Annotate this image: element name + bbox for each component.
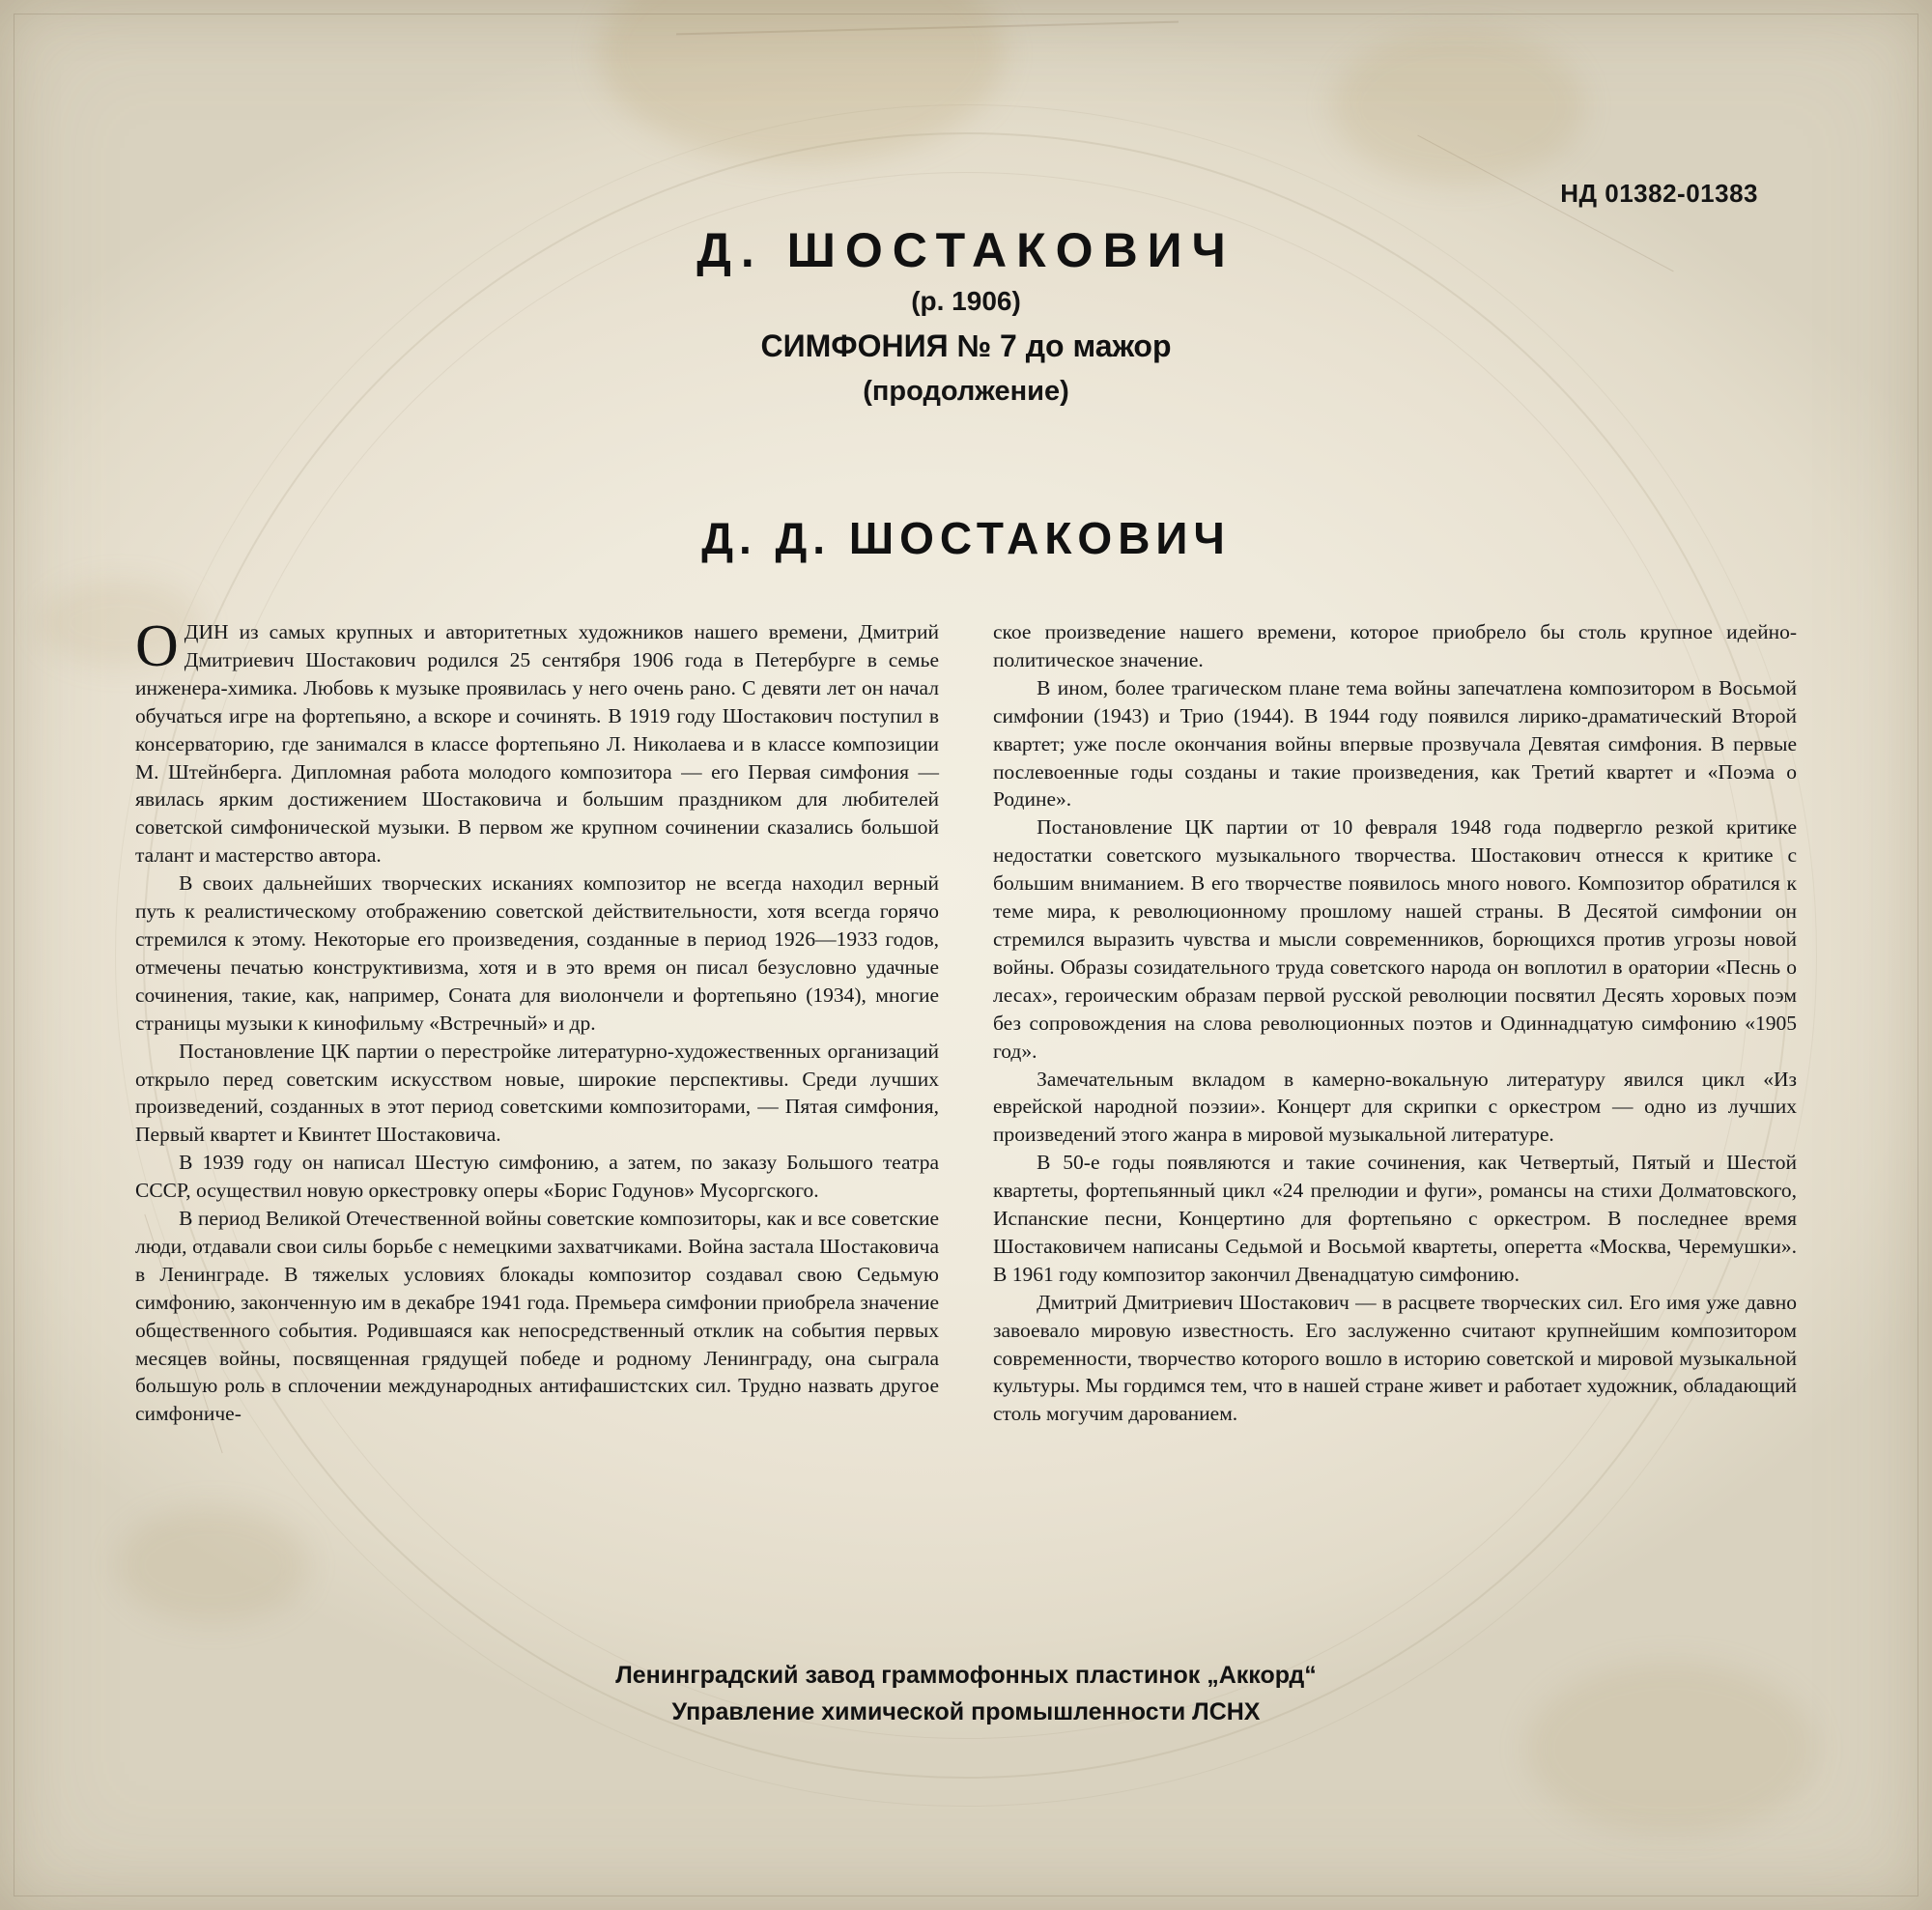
footer-block (0, 1662, 1932, 1726)
paragraph: В 1939 году он написал Шестую симфонию, а затем, по заказу Большого театра СССР, осуществил новую оркестровку оперы «Борис Годунов» Мусоргского. (135, 1151, 939, 1203)
paragraph: В ином, более трагическом плане тема войны запечатлена композитором в Восьмой симфонии (1943) и Трио (1944). В 1944 году появился лирико-драматический Второй квартет; уже после окончания войны впервые прозвучала Девятая симфония. В первые послевоенные годы созданы и такие произведения, как Третий квартет и «Поэма о Родине». (993, 675, 1797, 812)
catalog-number: НД 01382-01383 (1560, 179, 1758, 208)
paper-stain (1333, 29, 1584, 184)
paper-crease (676, 21, 1179, 36)
paragraph: В своих дальнейших творческих исканиях композитор не всегда находил верный путь к реалистическому отображению советской действительности, хотя всегда горячо стремился к этому. Некоторые его произведения, созданные в период 1926—1933 годов, отмечены печатью конструктивизма, хотя и в это время он писал безусловно удачные сочинения, такие, как, например, Соната для виолончели и фортепьяно (1934), многие страницы музыки к кинофильму «Встречный» и др. (135, 871, 939, 1035)
paper-stain (116, 1507, 309, 1623)
article-body (135, 613, 1797, 1428)
work-title: СИМФОНИЯ № 7 до мажор (760, 328, 1172, 363)
paragraph: Дмитрий Дмитриевич Шостакович — в расцвете творческих сил. Его имя уже давно завоевало мировую известность. Его заслуженно считают крупнейшим композитором современности, творчество которого вошло в историю советской и мировой музыкальной культуры. Мы гордимся тем, что в нашей стране живет и работает художник, обладающий столь могучим дарованием. (993, 1290, 1797, 1426)
paragraph: В период Великой Отечественной войны советские композиторы, как и все советские люди, отдавали свои силы борьбе с немецкими захватчиками. Война застала Шостаковича в Ленинграде. В тяжелых условиях блокады композитор создавал свою Седьмую симфонию, законченную им в декабре 1941 года. Премьера симфонии приобрела значение общественного события. Родившаяся как непосредственный отклик на события первых месяцев войны, посвященная грядущей победе и родному Ленинграду, она сыграла большую роль в сплочении международных антифашистских сил. Трудно назвать другое симфониче- (135, 1207, 939, 1426)
paragraph: В 50-е годы появляются и такие сочинения, как Четвертый, Пятый и Шестой квартеты, фортепьянный цикл «24 прелюдии и фуги», романсы на стихи Долматовского, Испанские песни, Концертино для фортепьяно с оркестром. В последнее время Шостаковичем написаны Седьмой и Восьмой квартеты, оперетта «Москва, Черемушки». В 1961 году композитор закончил Двенадцатую симфонию. (993, 1151, 1797, 1286)
paragraph: Постановление ЦК партии от 10 февраля 1948 года подвергло резкой критике недостатки советского музыкального творчества. Шостакович отнесся к критике с большим вниманием. В его творчестве появилось много нового. Композитор обратился к теме мира, к революционному прошлому нашей страны. В Десятой симфонии он стремился выразить чувства и мысли современников, борющихся против угрозы новой войны. Образы созидательного труда советского народа он воплотил в оратории «Песнь о лесах», героическим образам первой русской революции посвятил Десять хоровых поэм без сопровождения на слова революционных поэтов и Одиннадцатую симфонию «1905 год». (993, 815, 1797, 1063)
left-column (135, 613, 939, 1428)
paragraph-text: ДИН из самых крупных и авторитетных художников нашего времени, Дмитрий Дмитриевич Шостакович родился 25 сентября 1906 года в Петербурге в семье инженера-химика. Любовь к музыке проявилась у него очень рано. С девяти лет он начал обучаться игре на фортепьяно, а вскоре и сочинять. В 1919 году Шостакович поступил в консерваторию, где занимался в классе фортепьяно Л. Николаева и в классе композиции М. Штейнберга. Дипломная работа молодого композитора — его Первая симфония — явилась ярким достижением Шостаковича и большим праздником для любителей советской симфонической музыки. В первом же крупном сочинении сказались большой талант и мастерство автора. (135, 620, 939, 868)
composer-birth-year: (р. 1906) (911, 286, 1021, 316)
header-block (0, 222, 1932, 408)
article-title: Д. Д. ШОСТАКОВИЧ (701, 513, 1231, 563)
paragraph (135, 613, 939, 869)
factory-name: Ленинградский завод граммофонных пластинок „Аккорд“ (615, 1662, 1317, 1689)
paragraph: Замечательным вкладом в камерно-вокальную литературу явился цикл «Из еврейской народной поэзии». Концерт для скрипки с оркестром — одно из лучших произведений этого жанра в мировой музыкальной литературе. (993, 1067, 1797, 1147)
ministry-name: Управление химической промышленности ЛСНХ (671, 1698, 1261, 1725)
paragraph: Постановление ЦК партии о перестройке литературно-художественных организаций открыло перед советским искусством новые, широкие перспективы. Среди лучших произведений, созданных в этот период советскими композиторами, — Пятая симфония, Первый квартет и Квинтет Шостаковича. (135, 1039, 939, 1147)
paper-stain (599, 0, 1005, 164)
right-column (993, 618, 1797, 1428)
paragraph: ское произведение нашего времени, которое приобрело бы столь крупное идейно-политическое значение. (993, 620, 1797, 671)
composer-name-heading: Д. ШОСТАКОВИЧ (696, 223, 1236, 277)
drop-cap: О (135, 613, 179, 679)
work-continuation-note: (продолжение) (863, 376, 1069, 407)
